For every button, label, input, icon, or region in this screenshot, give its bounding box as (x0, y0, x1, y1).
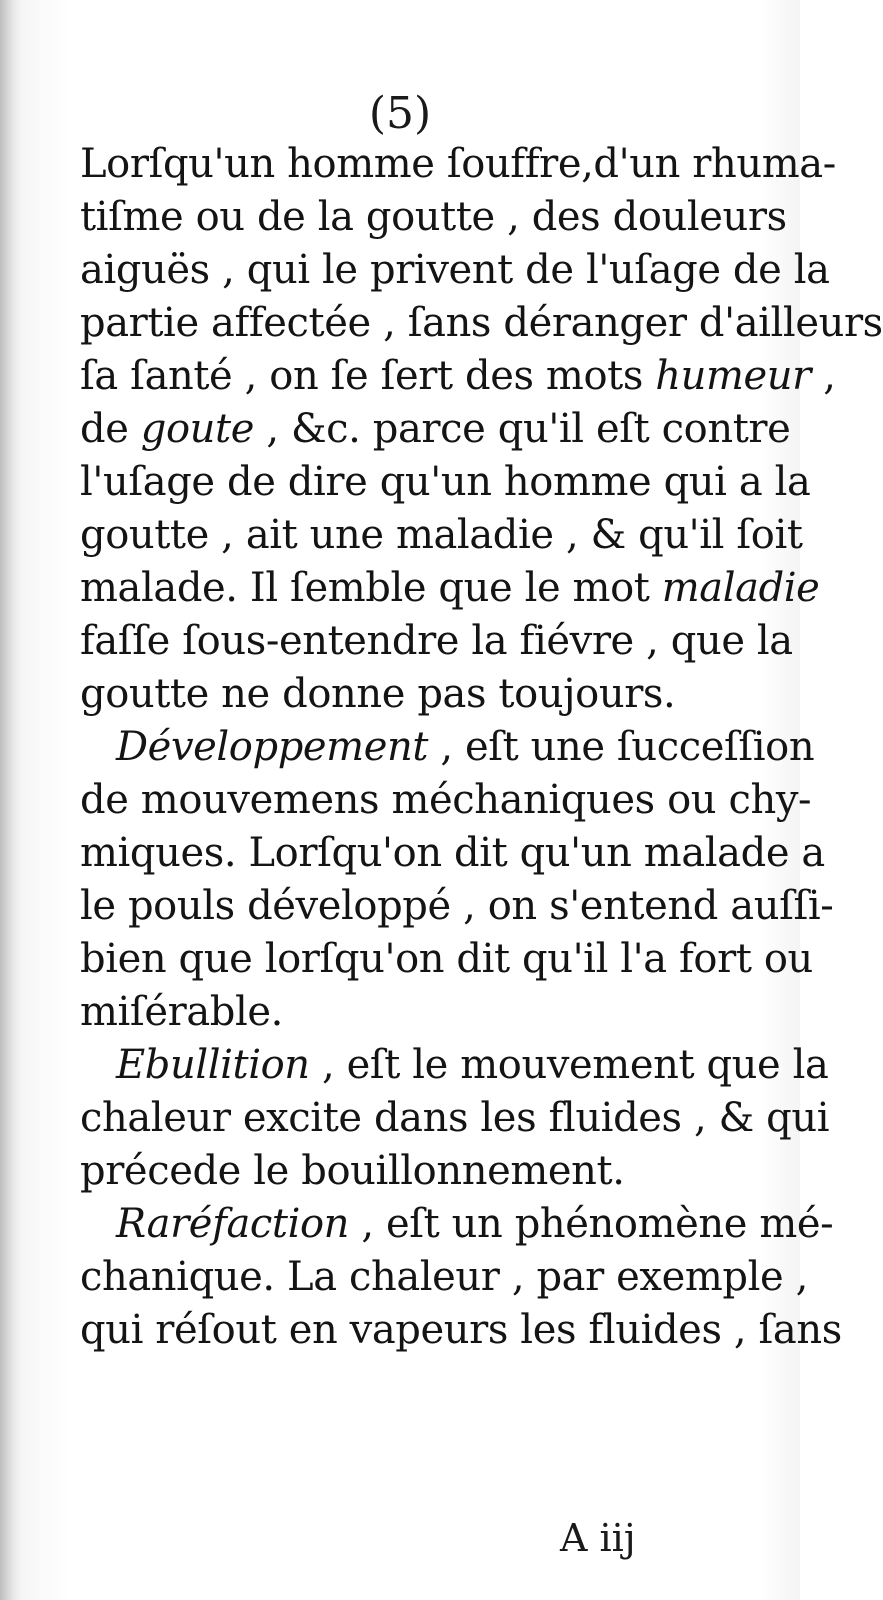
text-line: Lorſqu'un homme ſouffre,d'un rhuma- (80, 141, 836, 187)
page-number: (5) (368, 88, 432, 139)
text-line: Raréfaction , eſt un phénomène mé- (116, 1201, 834, 1247)
text-line: faſſe ſous-entendre la fiévre , que la (80, 618, 793, 664)
text-line: tiſme ou de la goutte , des douleurs (80, 194, 787, 240)
text-line: Ebullition , eſt le mouvement que la (116, 1042, 829, 1088)
text-line: bien que lorſqu'on dit qu'il l'a fort ou (80, 936, 813, 982)
text-line: miſérable. (80, 989, 283, 1035)
text-line: qui réſout en vapeurs les fluides , ſans (80, 1307, 842, 1353)
text-line: chaleur excite dans les fluides , & qui (80, 1095, 830, 1141)
italic-term: Développement (116, 724, 429, 770)
italic-term: Ebullition (116, 1042, 310, 1088)
page-gutter-shadow (0, 0, 22, 1600)
text-line: précede le bouillonnement. (80, 1148, 625, 1194)
text-line: de goute , &c. parce qu'il eſt contre (80, 406, 791, 452)
text-line: de mouvemens méchaniques ou chy- (80, 777, 812, 823)
signature-mark: A iij (560, 1516, 636, 1560)
italic-term: Raréfaction (116, 1201, 350, 1247)
text-line: Développement , eſt une ſucceſſion (116, 724, 815, 770)
italic-term: goute (140, 406, 254, 452)
text-line: goutte ne donne pas toujours. (80, 671, 676, 717)
text-line: chanique. La chaleur , par exemple , (80, 1254, 808, 1300)
text-line: le pouls développé , on s'entend auſſi- (80, 883, 834, 929)
text-line: miques. Lorſqu'on dit qu'un malade a (80, 830, 825, 876)
italic-term: maladie (661, 565, 820, 611)
body-text (80, 138, 883, 1357)
text-line: l'uſage de dire qu'un homme qui a la (80, 459, 811, 505)
text-line: ſa ſanté , on ſe ſert des mots humeur , (80, 353, 836, 399)
text-line: partie affectée , ſans déranger d'ailleurs (80, 300, 883, 346)
text-line: malade. Il ſemble que le mot maladie (80, 565, 820, 611)
text-line: aiguës , qui le privent de l'uſage de la (80, 247, 830, 293)
italic-term: humeur (655, 353, 811, 399)
text-line: goutte , ait une maladie , & qu'il ſoit (80, 512, 803, 558)
